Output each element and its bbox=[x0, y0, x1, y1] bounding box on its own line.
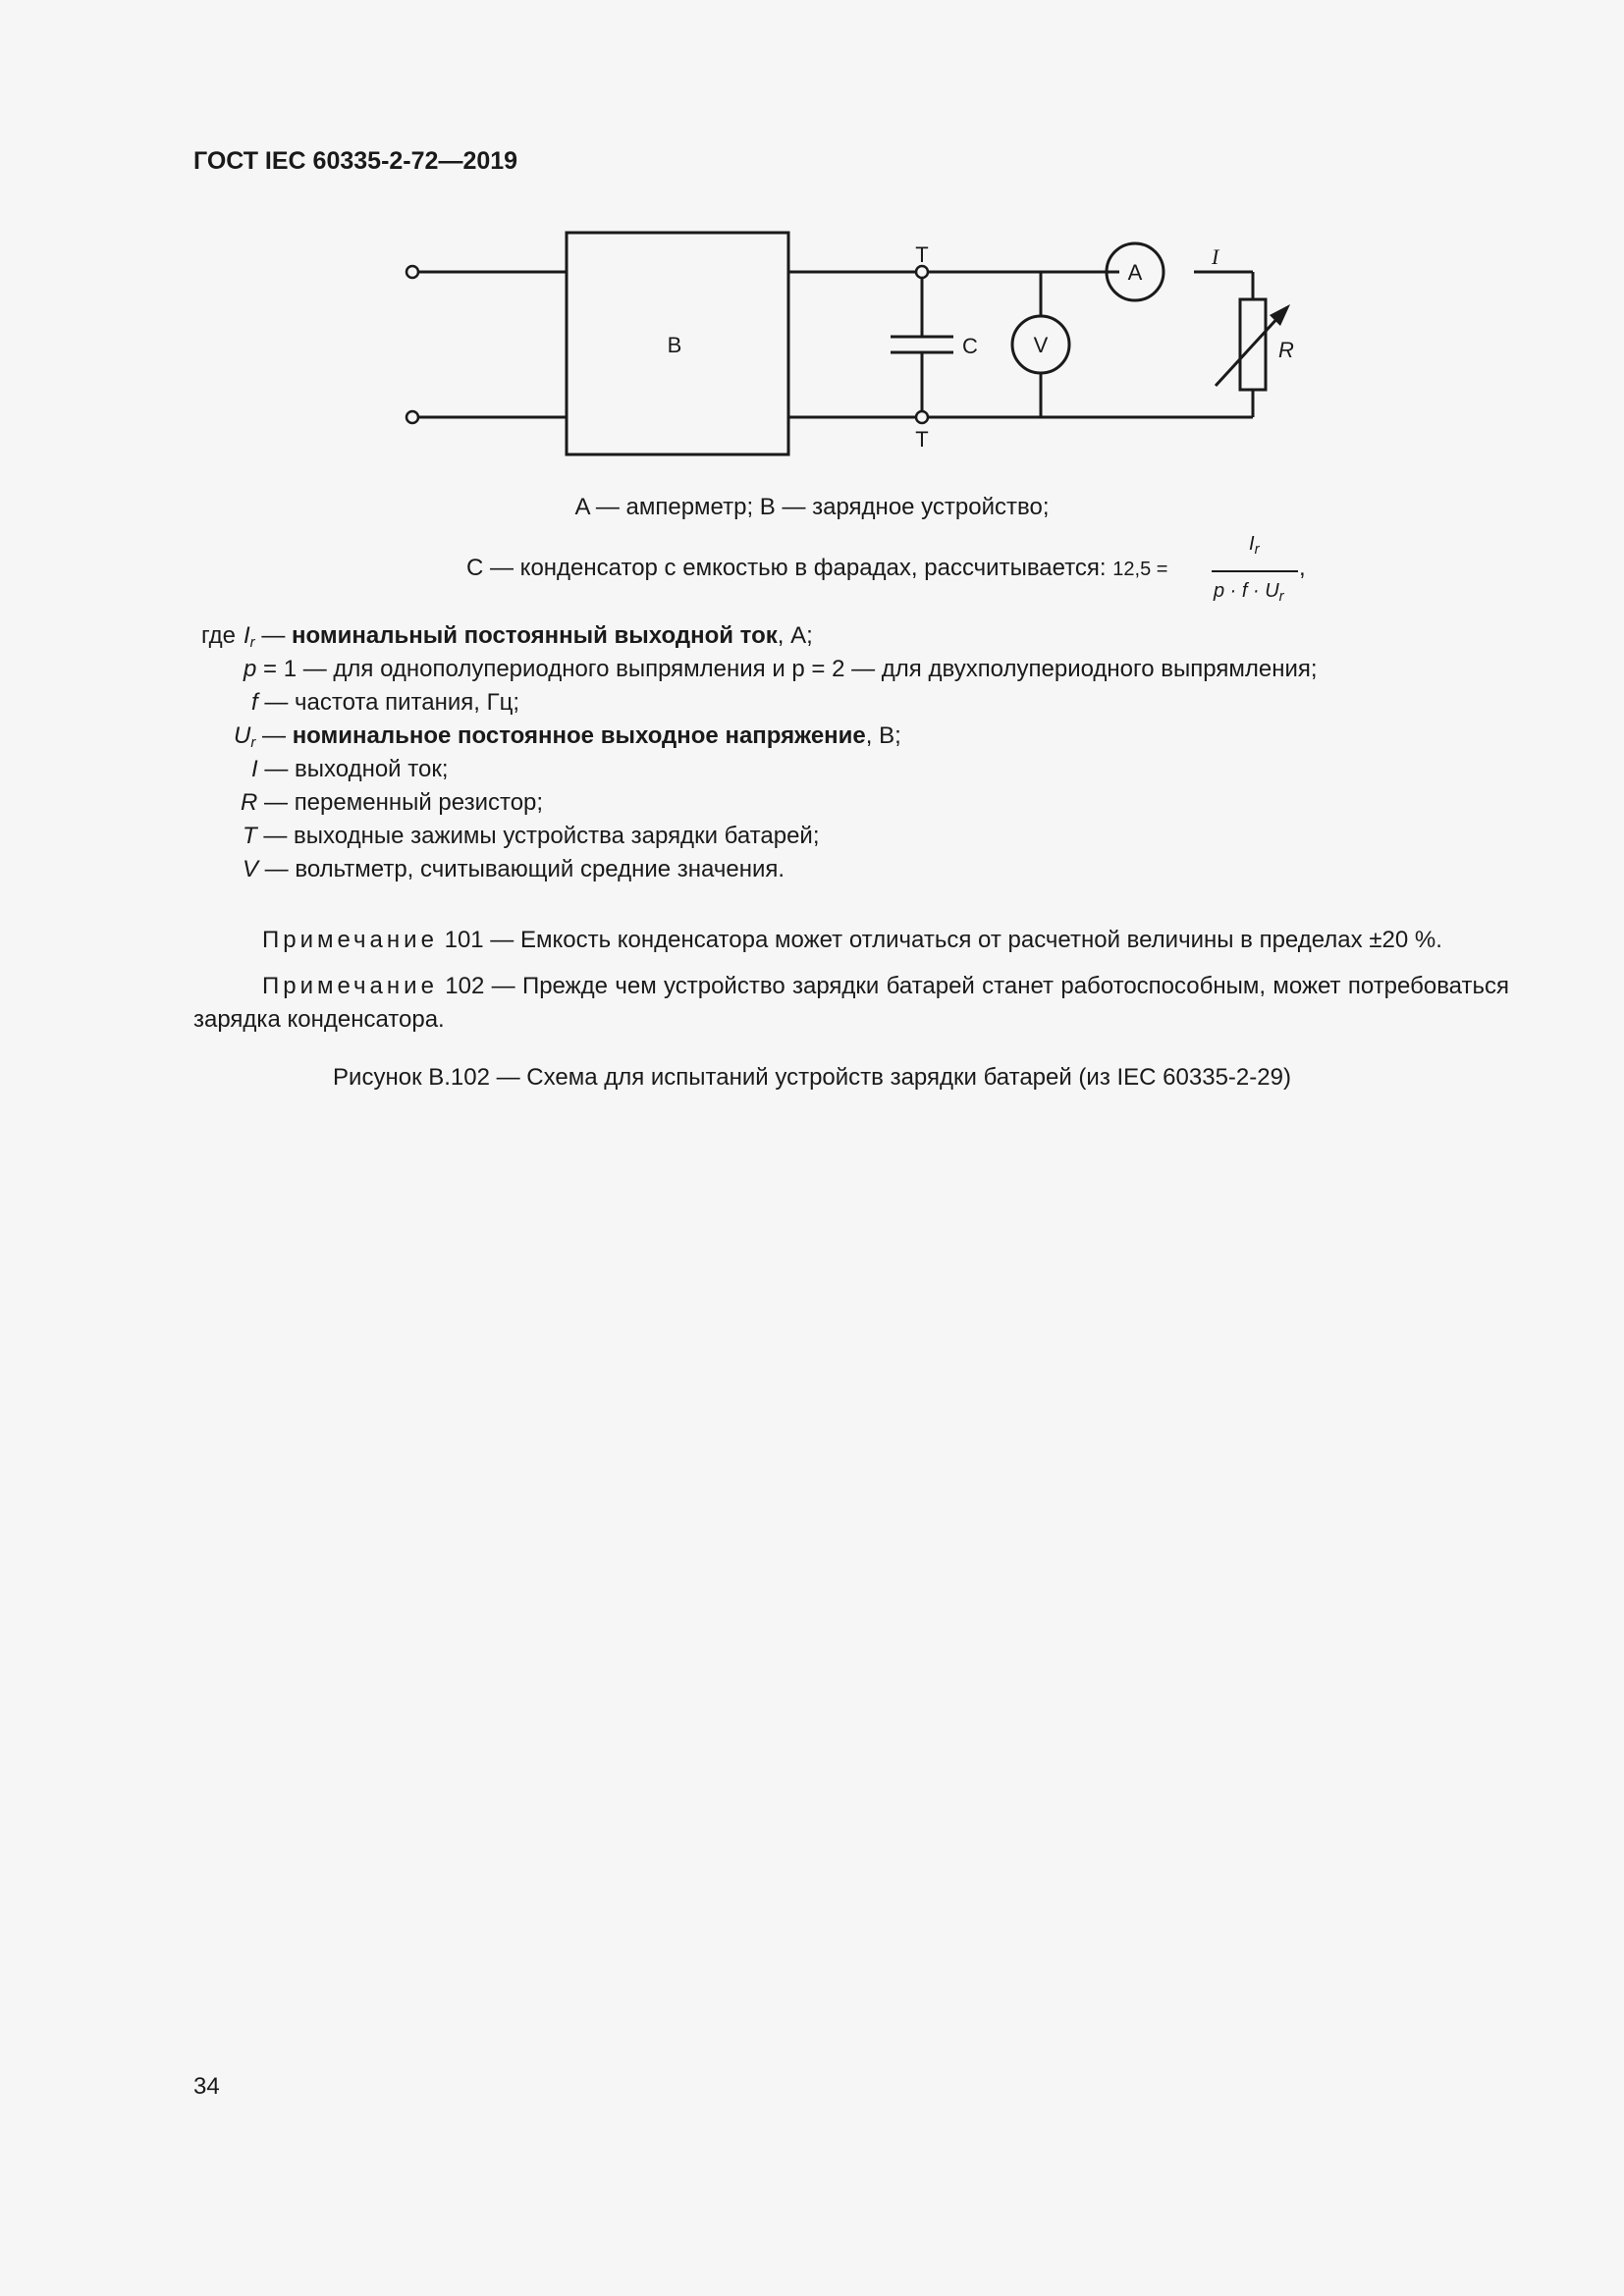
label-capacitor: C bbox=[962, 334, 978, 358]
legend-item-i: I — выходной ток; bbox=[251, 756, 449, 782]
page-number: 34 bbox=[193, 2073, 220, 2100]
formula-denominator: $p \cdot f \cdot U_r$ bbox=[1214, 580, 1284, 605]
caption-line-1: A — амперметр; B — зарядное устройство; bbox=[574, 494, 1050, 520]
legend-item-f: f — частота питания, Гц; bbox=[251, 689, 520, 716]
legend-lead: где bbox=[201, 622, 237, 649]
figure-caption: Рисунок B.102 — Схема для испытаний устройств зарядки батарей (из IEC 60335-2-29) bbox=[333, 1064, 1291, 1091]
input-terminal-bottom bbox=[406, 411, 418, 423]
document-header: ГОСТ IEC 60335-2-72—2019 bbox=[193, 147, 518, 175]
label-terminal-top: T bbox=[915, 242, 929, 267]
caption-line-2 bbox=[466, 555, 1167, 582]
legend-item-p: p = 1 — для однополупериодного выпрямления и p = 2 — для двухполупериодного выпрямления; bbox=[244, 656, 1318, 682]
legend-item-ur: $U_r$ — номинальное постоянное выходное напряжение, В; bbox=[234, 722, 901, 751]
formula-comma: , bbox=[1299, 555, 1306, 581]
legend-item-v: V — вольтметр, считывающий средние значения. bbox=[243, 856, 785, 882]
formula-numerator: $I_r$ bbox=[1249, 533, 1260, 558]
formula-coefficient: 12,5 = bbox=[1112, 559, 1168, 580]
variable-arrow-line bbox=[1216, 315, 1280, 386]
note-102: Примечание 102 — Прежде чем устройство зарядки батарей станет работоспособным, может потребоваться зарядка конденсатора. bbox=[193, 973, 1509, 1033]
circuit-diagram bbox=[393, 221, 1326, 476]
input-terminal-top bbox=[406, 266, 418, 278]
legend-item-t: T — выходные зажимы устройства зарядки батарей; bbox=[243, 823, 820, 849]
legend-item-ir: $I_r$ — номинальный постоянный выходной ток, А; bbox=[244, 622, 813, 651]
label-current: I bbox=[1212, 244, 1219, 269]
label-ammeter: A bbox=[1127, 260, 1143, 285]
label-voltmeter: V bbox=[1033, 333, 1049, 357]
label-resistor: R bbox=[1278, 338, 1294, 362]
legend-item-r: R — переменный резистор; bbox=[241, 789, 544, 816]
label-block: B bbox=[667, 333, 682, 357]
caption-line-2-text: C — конденсатор с емкостью в фарадах, рассчитывается: bbox=[466, 555, 1107, 581]
output-terminal-top bbox=[916, 266, 928, 278]
fraction-bar bbox=[1212, 570, 1298, 572]
note-101: Примечание 101 — Емкость конденсатора может отличаться от расчетной величины в пределах ±20 %. bbox=[262, 927, 1442, 953]
output-terminal-bottom bbox=[916, 411, 928, 423]
label-terminal-bottom: T bbox=[915, 427, 929, 452]
